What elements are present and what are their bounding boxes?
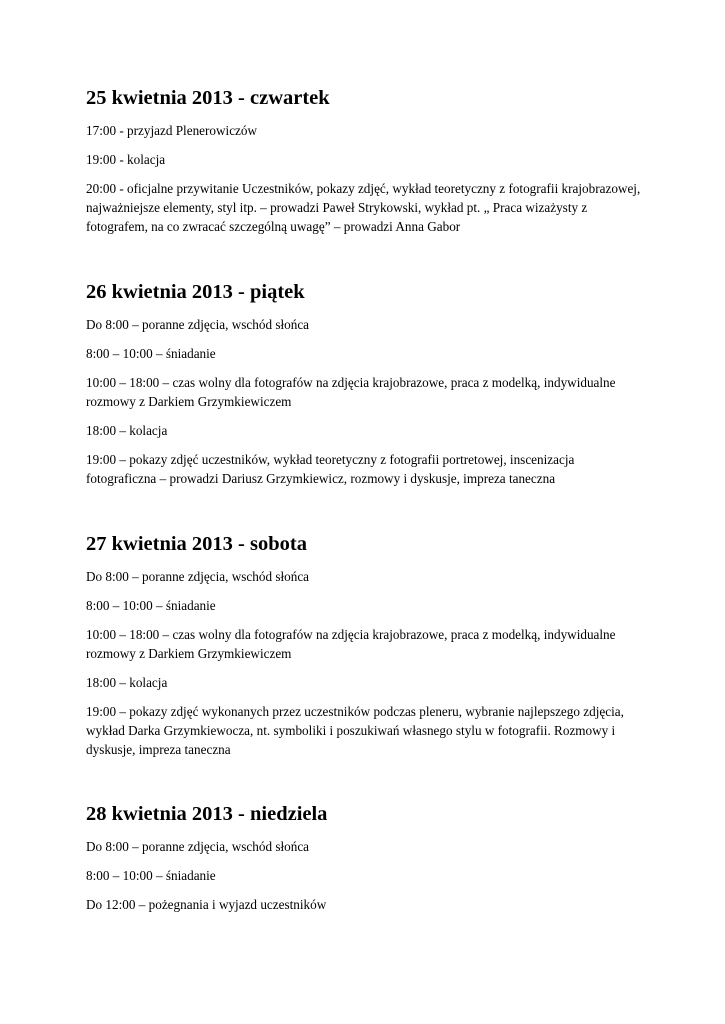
schedule-entry: 10:00 – 18:00 – czas wolny dla fotografów na zdjęcia krajobrazowe, praca z modelką, indywidualne rozmowy z Darkiem Grzymkiewiczem [86, 627, 616, 661]
schedule-entry: Do 8:00 – poranne zdjęcia, wschód słońca [86, 569, 310, 584]
schedule-list [86, 837, 646, 914]
schedule-entry: Do 8:00 – poranne zdjęcia, wschód słońca [86, 317, 310, 332]
day-heading: 26 kwietnia 2013 - piątek [86, 281, 305, 303]
schedule-entry: 19:00 – pokazy zdjęć uczestników, wykład teoretyczny z fotografii portretowej, inscenizacja fotograficzna – prowadzi Dariusz Grzymkiewicz, rozmowy i dyskusje, impreza taneczna [86, 452, 575, 486]
day-section-sunday [86, 802, 646, 924]
schedule-entry: 8:00 – 10:00 – śniadanie [86, 868, 216, 883]
day-section-thursday [86, 86, 646, 246]
schedule-entry: Do 8:00 – poranne zdjęcia, wschód słońca [86, 839, 310, 854]
schedule-entry: 10:00 – 18:00 – czas wolny dla fotografów na zdjęcia krajobrazowe, praca z modelką, indywidualne rozmowy z Darkiem Grzymkiewiczem [86, 375, 616, 409]
schedule-entry: Do 12:00 – pożegnania i wyjazd uczestników [86, 897, 327, 912]
schedule-entry: 18:00 – kolacja [86, 675, 168, 690]
day-heading: 25 kwietnia 2013 - czwartek [86, 87, 330, 109]
schedule-list [86, 567, 646, 759]
schedule-list [86, 121, 646, 236]
day-heading: 28 kwietnia 2013 - niedziela [86, 803, 328, 825]
day-section-friday [86, 280, 646, 498]
schedule-entry: 8:00 – 10:00 – śniadanie [86, 598, 216, 613]
day-heading: 27 kwietnia 2013 - sobota [86, 533, 307, 555]
schedule-entry: 20:00 - oficjalne przywitanie Uczestników, pokazy zdjęć, wykład teoretyczny z fotografii krajobrazowej, najważniejsze elementy, styl itp. – prowadzi Paweł Strykowski, wykład pt. „ Praca wizażysty z fotografem, na co zwracać szczególną uwagę” – prowadzi Anna Gabor [86, 181, 641, 234]
schedule-entry: 18:00 – kolacja [86, 423, 168, 438]
schedule-entry: 19:00 – pokazy zdjęć wykonanych przez uczestników podczas pleneru, wybranie najlepszego zdjęcia, wykład Darka Grzymkiewocza, nt. symboliki i poszukiwań własnego stylu w fotografii. Rozmowy i dyskusje, impreza taneczna [86, 704, 624, 757]
schedule-entry: 8:00 – 10:00 – śniadanie [86, 346, 216, 361]
schedule-entry: 17:00 - przyjazd Plenerowiczów [86, 123, 258, 138]
schedule-list [86, 315, 646, 488]
schedule-entry: 19:00 - kolacja [86, 152, 166, 167]
day-section-saturday [86, 532, 646, 769]
